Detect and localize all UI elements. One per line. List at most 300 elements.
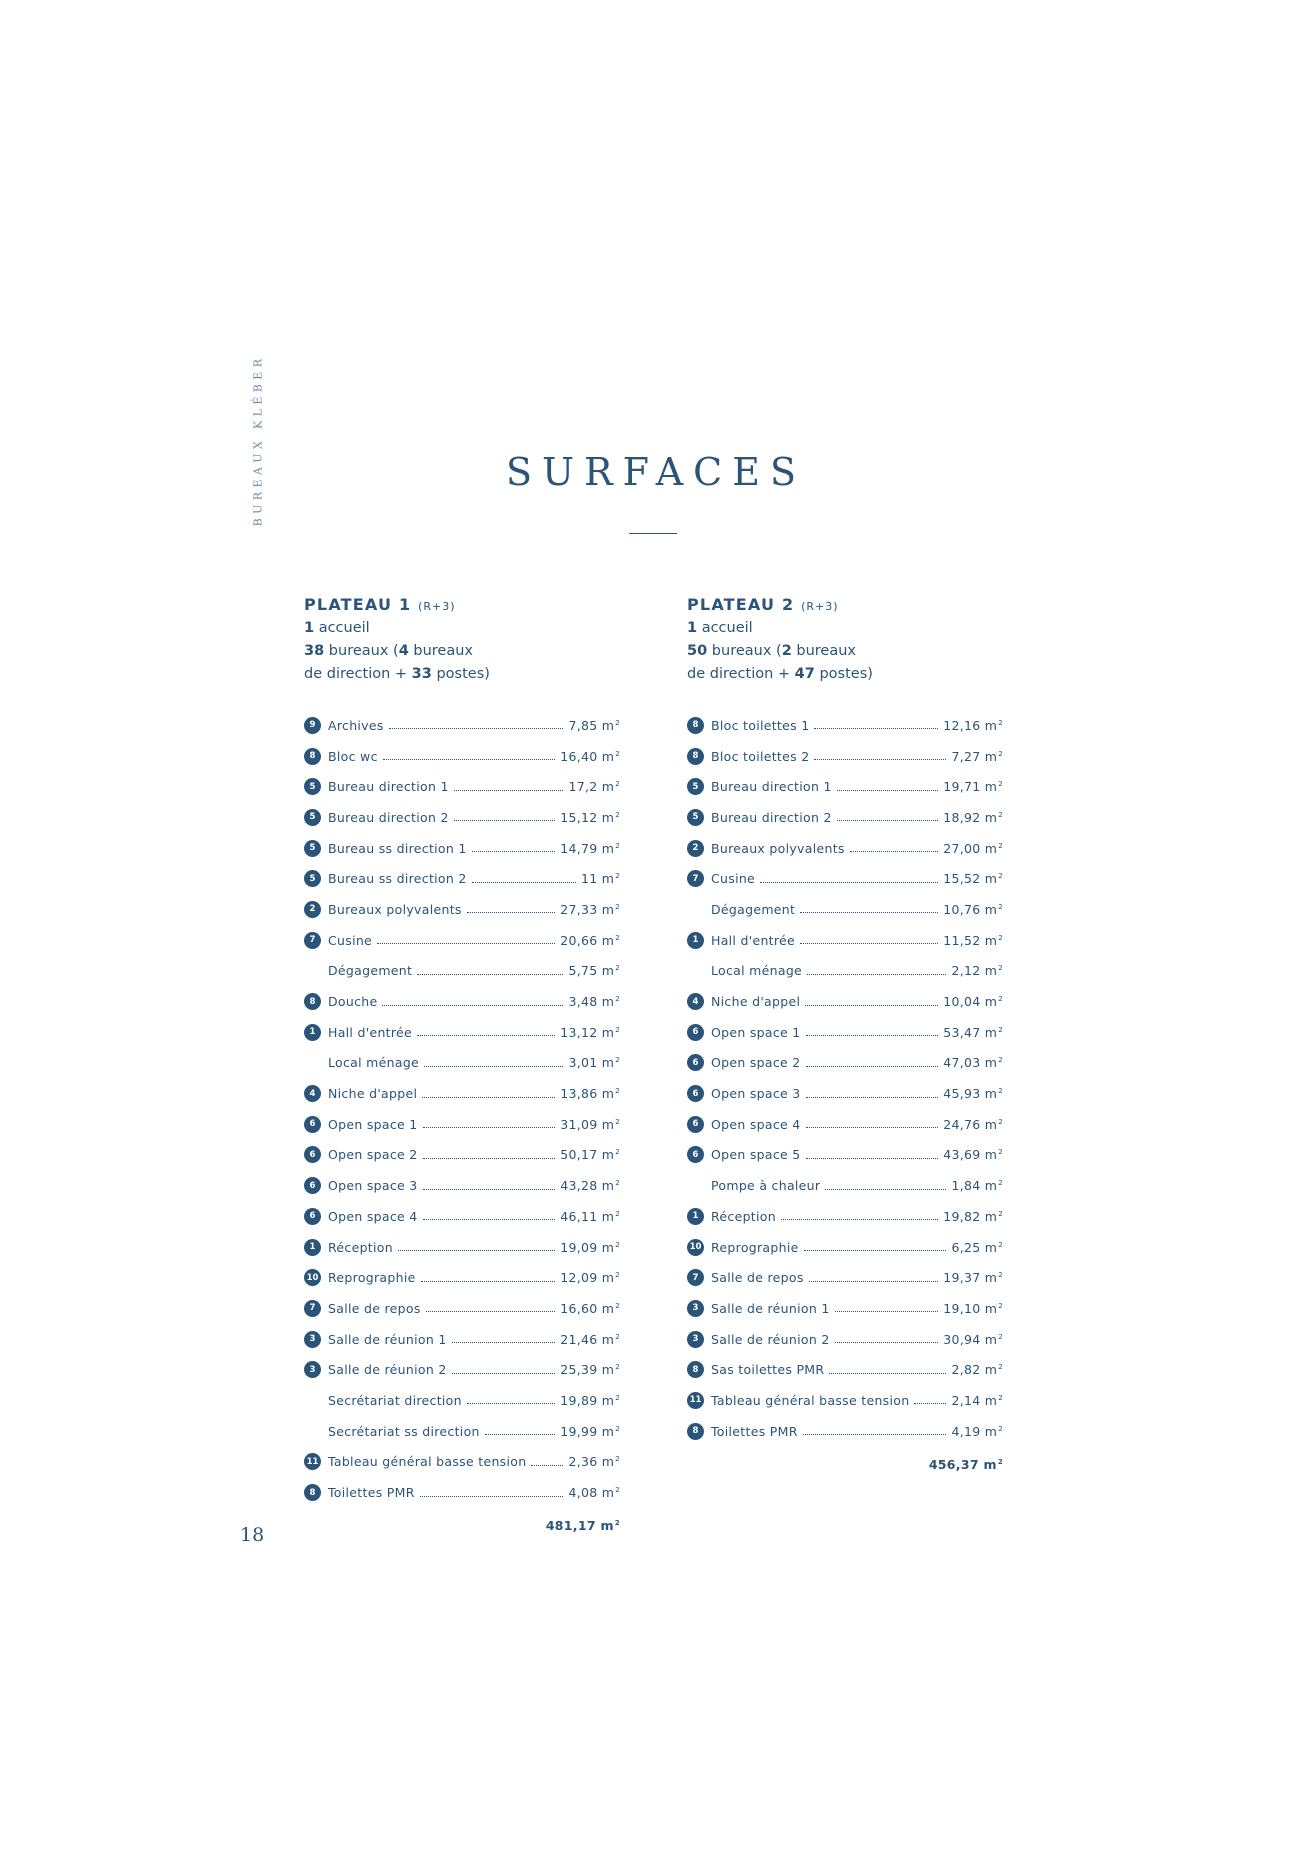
room-surface	[951, 1178, 1003, 1193]
room-number-badge: 8	[304, 993, 321, 1010]
room-number-badge: 7	[304, 932, 321, 949]
room-row	[304, 1324, 620, 1355]
room-name: Salle de réunion 2	[328, 1362, 447, 1378]
dot-leader	[485, 1425, 555, 1435]
surface-value: 2,82 m	[951, 1362, 998, 1378]
room-name: Réception	[711, 1208, 776, 1224]
unit-exponent: 2	[998, 1179, 1003, 1188]
room-number-badge: 6	[304, 1116, 321, 1133]
unit-exponent: 2	[998, 933, 1003, 942]
room-number-badge: 4	[304, 1085, 321, 1102]
surface-value: 27,00 m	[943, 840, 998, 856]
room-list	[304, 710, 620, 1508]
room-number-badge	[687, 1177, 704, 1194]
description-count: 50	[687, 643, 708, 659]
room-name: Cusine	[711, 871, 756, 887]
room-number-badge: 2	[304, 901, 321, 918]
surface-value: 3,01 m	[568, 1055, 615, 1071]
unit-exponent: 2	[615, 902, 620, 911]
dot-leader	[914, 1394, 946, 1404]
surface-value: 19,10 m	[943, 1300, 998, 1316]
room-name: Open space 4	[711, 1116, 801, 1132]
room-name: Salle de réunion 2	[711, 1331, 830, 1347]
room-number-badge: 6	[687, 1054, 704, 1071]
room-row	[304, 833, 620, 864]
description-text: bureaux	[791, 643, 857, 659]
unit-exponent: 2	[615, 1486, 620, 1495]
dot-leader	[814, 719, 938, 729]
room-surface	[560, 1147, 620, 1162]
room-number-badge: 9	[304, 717, 321, 734]
description-count: 4	[398, 643, 409, 659]
dot-leader	[806, 1026, 939, 1036]
room-name: Réception	[328, 1239, 393, 1255]
room-name: Open space 1	[328, 1116, 418, 1132]
plateau-description-line	[687, 640, 1003, 663]
room-name: Open space 2	[328, 1147, 418, 1163]
room-row	[304, 1017, 620, 1048]
page-number: 18	[240, 1524, 265, 1546]
surface-value: 7,85 m	[568, 717, 615, 733]
dot-leader	[417, 1026, 555, 1036]
room-number-badge: 6	[687, 1024, 704, 1041]
room-row	[687, 802, 1003, 833]
room-surface	[943, 871, 1003, 886]
surface-value: 17,2 m	[568, 779, 615, 795]
room-surface	[943, 1332, 1003, 1347]
room-row	[687, 986, 1003, 1017]
description-text: de direction +	[687, 666, 795, 682]
unit-exponent: 2	[615, 1179, 620, 1188]
room-surface	[560, 1086, 620, 1101]
unit-exponent: 2	[998, 1148, 1003, 1157]
room-surface	[943, 1117, 1003, 1132]
room-name: Tableau général basse tension	[711, 1392, 910, 1408]
room-number-badge: 1	[687, 1208, 704, 1225]
surface-value: 24,76 m	[943, 1116, 998, 1132]
room-number-badge: 6	[304, 1208, 321, 1225]
room-row	[687, 741, 1003, 772]
surface-value: 43,28 m	[560, 1178, 615, 1194]
room-surface	[943, 718, 1003, 733]
room-row	[304, 1477, 620, 1508]
room-row	[304, 925, 620, 956]
surface-value: 2,36 m	[568, 1454, 615, 1470]
surface-value: 53,47 m	[943, 1024, 998, 1040]
plateau-description-line	[304, 640, 620, 663]
room-surface	[568, 1055, 620, 1070]
room-number-badge: 5	[304, 809, 321, 826]
room-surface	[951, 1424, 1003, 1439]
room-surface	[568, 963, 620, 978]
room-number-badge: 7	[304, 1300, 321, 1317]
room-name: Open space 5	[711, 1147, 801, 1163]
room-row	[687, 1048, 1003, 1079]
room-row	[687, 956, 1003, 987]
dot-leader	[454, 811, 555, 821]
unit-exponent: 2	[615, 718, 620, 727]
unit-exponent: 2	[615, 810, 620, 819]
unit-exponent: 2	[998, 780, 1003, 789]
surface-value: 10,76 m	[943, 901, 998, 917]
surface-value: 13,12 m	[560, 1024, 615, 1040]
surface-value: 19,37 m	[943, 1270, 998, 1286]
room-row	[687, 1262, 1003, 1293]
room-number-badge: 6	[687, 1085, 704, 1102]
room-number-badge	[687, 962, 704, 979]
dot-leader	[423, 1210, 556, 1220]
room-name: Open space 3	[328, 1178, 418, 1194]
description-text: bureaux (	[324, 643, 399, 659]
room-number-badge: 7	[687, 870, 704, 887]
room-row	[304, 1354, 620, 1385]
surface-value: 50,17 m	[560, 1147, 615, 1163]
surface-value: 27,33 m	[560, 901, 615, 917]
unit-exponent: 2	[615, 780, 620, 789]
room-row	[304, 1109, 620, 1140]
dot-leader	[825, 1180, 946, 1190]
dot-leader	[837, 811, 938, 821]
room-name: Bloc toilettes 1	[711, 717, 810, 733]
room-surface	[943, 1147, 1003, 1162]
room-surface	[560, 749, 620, 764]
surface-value: 12,09 m	[560, 1270, 615, 1286]
surface-value: 30,94 m	[943, 1331, 998, 1347]
room-number-badge: 8	[687, 748, 704, 765]
description-text: postes)	[431, 666, 490, 682]
unit-exponent: 2	[615, 872, 620, 881]
description-count: 47	[794, 666, 815, 682]
dot-leader	[806, 1149, 939, 1159]
surface-value: 6,25 m	[951, 1239, 998, 1255]
room-row	[304, 710, 620, 741]
surface-value: 19,09 m	[560, 1239, 615, 1255]
room-number-badge	[304, 1423, 321, 1440]
unit-exponent: 2	[998, 1363, 1003, 1372]
room-number-badge: 3	[687, 1331, 704, 1348]
unit-exponent: 2	[998, 1271, 1003, 1280]
room-surface	[560, 841, 620, 856]
plateau-name: PLATEAU 1	[304, 595, 412, 614]
surface-value: 11,52 m	[943, 932, 998, 948]
dot-leader	[382, 996, 563, 1006]
surface-value: 11 m	[580, 871, 615, 887]
surface-value: 46,11 m	[560, 1208, 615, 1224]
room-surface	[560, 1270, 620, 1285]
room-surface	[951, 1393, 1003, 1408]
unit-exponent: 2	[615, 1271, 620, 1280]
room-number-badge	[304, 962, 321, 979]
room-number-badge: 3	[304, 1331, 321, 1348]
room-name: Hall d'entrée	[711, 932, 796, 948]
dot-leader	[452, 1333, 556, 1343]
unit-exponent: 2	[998, 1087, 1003, 1096]
unit-exponent: 2	[998, 964, 1003, 973]
surface-value: 13,86 m	[560, 1086, 615, 1102]
room-row	[304, 863, 620, 894]
room-surface	[943, 810, 1003, 825]
room-name: Secrétariat direction	[328, 1392, 462, 1408]
room-name: Bureau ss direction 2	[328, 871, 467, 887]
dot-leader	[781, 1210, 938, 1220]
room-row	[304, 771, 620, 802]
room-name: Salle de réunion 1	[711, 1300, 830, 1316]
surface-value: 3,48 m	[568, 994, 615, 1010]
room-name: Secrétariat ss direction	[328, 1423, 480, 1439]
dot-leader	[417, 965, 563, 975]
room-row	[304, 986, 620, 1017]
unit-exponent: 2	[615, 1424, 620, 1433]
room-number-badge: 10	[687, 1239, 704, 1256]
unit-exponent: 2	[615, 1240, 620, 1249]
room-name: Niche d'appel	[711, 994, 801, 1010]
surface-value: 1,84 m	[951, 1178, 998, 1194]
dot-leader	[800, 903, 938, 913]
room-row	[687, 1232, 1003, 1263]
room-name: Reprographie	[328, 1270, 416, 1286]
unit-exponent: 2	[615, 964, 620, 973]
room-name: Pompe à chaleur	[711, 1178, 821, 1194]
surface-value: 15,52 m	[943, 871, 998, 887]
dot-leader	[829, 1364, 946, 1374]
dot-leader	[452, 1364, 556, 1374]
plateau-description-line	[304, 617, 620, 640]
room-name: Toilettes PMR	[711, 1423, 798, 1439]
room-surface	[943, 1209, 1003, 1224]
description-text: bureaux	[408, 643, 474, 659]
room-row	[687, 833, 1003, 864]
plateau-level: (R+3)	[418, 600, 456, 613]
dot-leader	[760, 873, 938, 883]
description-count: 1	[304, 620, 315, 636]
room-number-badge: 6	[687, 1116, 704, 1133]
room-row	[304, 1416, 620, 1447]
unit-exponent: 2	[615, 1332, 620, 1341]
room-name: Local ménage	[328, 1055, 420, 1071]
surface-value: 19,99 m	[560, 1423, 615, 1439]
dot-leader	[472, 873, 576, 883]
unit-exponent: 2	[615, 1209, 620, 1218]
total-value: 481,17 m	[545, 1517, 614, 1533]
room-number-badge: 8	[687, 1423, 704, 1440]
unit-exponent: 2	[615, 1148, 620, 1157]
unit-exponent: 2	[998, 1424, 1003, 1433]
room-number-badge: 5	[304, 870, 321, 887]
room-row	[687, 925, 1003, 956]
plateau-heading	[687, 593, 1003, 617]
room-row	[304, 956, 620, 987]
room-surface	[560, 1424, 620, 1439]
room-row	[304, 894, 620, 925]
unit-exponent: 2	[998, 1332, 1003, 1341]
room-name: Bureaux polyvalents	[328, 901, 462, 917]
plateau-total	[304, 1508, 620, 1539]
room-number-badge: 8	[687, 1361, 704, 1378]
room-surface	[568, 1454, 620, 1469]
unit-exponent: 2	[998, 1117, 1003, 1126]
room-row	[687, 1170, 1003, 1201]
room-row	[304, 1140, 620, 1171]
room-name: Open space 3	[711, 1086, 801, 1102]
room-surface	[943, 779, 1003, 794]
room-name: Reprographie	[711, 1239, 799, 1255]
room-row	[687, 1354, 1003, 1385]
unit-exponent: 2	[614, 1518, 620, 1527]
room-surface	[560, 1240, 620, 1255]
surface-value: 15,12 m	[560, 809, 615, 825]
room-row	[304, 1078, 620, 1109]
room-name: Bureau ss direction 1	[328, 840, 467, 856]
room-row	[304, 1262, 620, 1293]
room-row	[687, 771, 1003, 802]
unit-exponent: 2	[615, 1455, 620, 1464]
room-number-badge: 1	[304, 1239, 321, 1256]
surface-value: 16,60 m	[560, 1300, 615, 1316]
room-row	[687, 1293, 1003, 1324]
room-surface	[943, 1301, 1003, 1316]
dot-leader	[377, 934, 555, 944]
dot-leader	[806, 1118, 939, 1128]
dot-leader	[420, 1487, 564, 1497]
room-name: Bureau direction 1	[711, 779, 832, 795]
room-surface	[560, 1393, 620, 1408]
dot-leader	[454, 781, 564, 791]
room-name: Dégagement	[328, 963, 413, 979]
room-number-badge: 6	[304, 1146, 321, 1163]
room-name: Bureau direction 1	[328, 779, 449, 795]
room-surface	[560, 902, 620, 917]
room-row	[687, 863, 1003, 894]
room-name: Archives	[328, 717, 384, 733]
dot-leader	[835, 1302, 939, 1312]
room-number-badge	[304, 1054, 321, 1071]
room-name: Salle de repos	[711, 1270, 804, 1286]
unit-exponent: 2	[615, 1117, 620, 1126]
room-surface	[943, 933, 1003, 948]
unit-exponent: 2	[998, 872, 1003, 881]
plateau-level: (R+3)	[801, 600, 839, 613]
surface-value: 18,92 m	[943, 809, 998, 825]
room-surface	[560, 1025, 620, 1040]
room-number-badge: 5	[304, 840, 321, 857]
unit-exponent: 2	[615, 841, 620, 850]
unit-exponent: 2	[615, 933, 620, 942]
room-surface	[560, 810, 620, 825]
surface-value: 43,69 m	[943, 1147, 998, 1163]
room-row	[304, 1048, 620, 1079]
side-label	[248, 350, 268, 530]
dot-leader	[424, 1057, 563, 1067]
surface-value: 5,75 m	[568, 963, 615, 979]
unit-exponent: 2	[998, 841, 1003, 850]
dot-leader	[422, 1088, 555, 1098]
room-name: Bureau direction 2	[328, 809, 449, 825]
room-number-badge: 11	[304, 1453, 321, 1470]
room-name: Dégagement	[711, 901, 796, 917]
unit-exponent: 2	[998, 995, 1003, 1004]
room-number-badge: 2	[687, 840, 704, 857]
unit-exponent: 2	[615, 1301, 620, 1310]
unit-exponent: 2	[998, 1056, 1003, 1065]
room-number-badge	[687, 901, 704, 918]
room-row	[687, 1416, 1003, 1447]
room-number-badge: 5	[687, 778, 704, 795]
surface-value: 25,39 m	[560, 1362, 615, 1378]
dot-leader	[809, 1272, 939, 1282]
dot-leader	[806, 1057, 939, 1067]
room-name: Salle de repos	[328, 1300, 421, 1316]
room-row	[687, 1140, 1003, 1171]
room-surface	[568, 779, 620, 794]
surface-value: 16,40 m	[560, 748, 615, 764]
dot-leader	[837, 781, 938, 791]
room-number-badge: 11	[687, 1392, 704, 1409]
room-surface	[568, 994, 620, 1009]
room-name: Bureaux polyvalents	[711, 840, 845, 856]
dot-leader	[389, 719, 564, 729]
room-surface	[951, 1362, 1003, 1377]
unit-exponent: 2	[998, 1025, 1003, 1034]
unit-exponent: 2	[615, 1393, 620, 1402]
unit-exponent: 2	[998, 749, 1003, 758]
room-row	[304, 1293, 620, 1324]
surface-value: 14,79 m	[560, 840, 615, 856]
room-surface	[560, 933, 620, 948]
plateau-description-line	[687, 617, 1003, 640]
unit-exponent: 2	[615, 1056, 620, 1065]
room-number-badge: 8	[304, 748, 321, 765]
room-name: Bloc toilettes 2	[711, 748, 810, 764]
room-number-badge: 8	[304, 1484, 321, 1501]
room-number-badge: 10	[304, 1269, 321, 1286]
room-surface	[943, 841, 1003, 856]
room-surface	[943, 1055, 1003, 1070]
room-name: Bureau direction 2	[711, 809, 832, 825]
unit-exponent: 2	[998, 1209, 1003, 1218]
unit-exponent: 2	[615, 749, 620, 758]
room-row	[687, 710, 1003, 741]
room-number-badge: 1	[687, 932, 704, 949]
dot-leader	[531, 1456, 563, 1466]
plateau-name: PLATEAU 2	[687, 595, 795, 614]
room-row	[687, 1017, 1003, 1048]
room-surface	[568, 1485, 620, 1500]
surface-value: 2,12 m	[951, 963, 998, 979]
unit-exponent: 2	[998, 810, 1003, 819]
plateau-total	[687, 1447, 1003, 1478]
description-count: 1	[687, 620, 698, 636]
unit-exponent: 2	[998, 902, 1003, 911]
room-number-badge: 6	[687, 1146, 704, 1163]
surface-value: 31,09 m	[560, 1116, 615, 1132]
unit-exponent: 2	[997, 1457, 1003, 1466]
surface-value: 2,14 m	[951, 1392, 998, 1408]
room-surface	[560, 1301, 620, 1316]
room-name: Tableau général basse tension	[328, 1454, 527, 1470]
room-name: Open space 4	[328, 1208, 418, 1224]
surface-value: 21,46 m	[560, 1331, 615, 1347]
dot-leader	[423, 1118, 556, 1128]
room-name: Salle de réunion 1	[328, 1331, 447, 1347]
room-row	[304, 1232, 620, 1263]
room-name: Bloc wc	[328, 748, 378, 764]
dot-leader	[800, 934, 938, 944]
room-row	[687, 1109, 1003, 1140]
surface-value: 12,16 m	[943, 717, 998, 733]
dot-leader	[806, 1088, 939, 1098]
room-number-badge: 5	[687, 809, 704, 826]
room-surface	[560, 1209, 620, 1224]
